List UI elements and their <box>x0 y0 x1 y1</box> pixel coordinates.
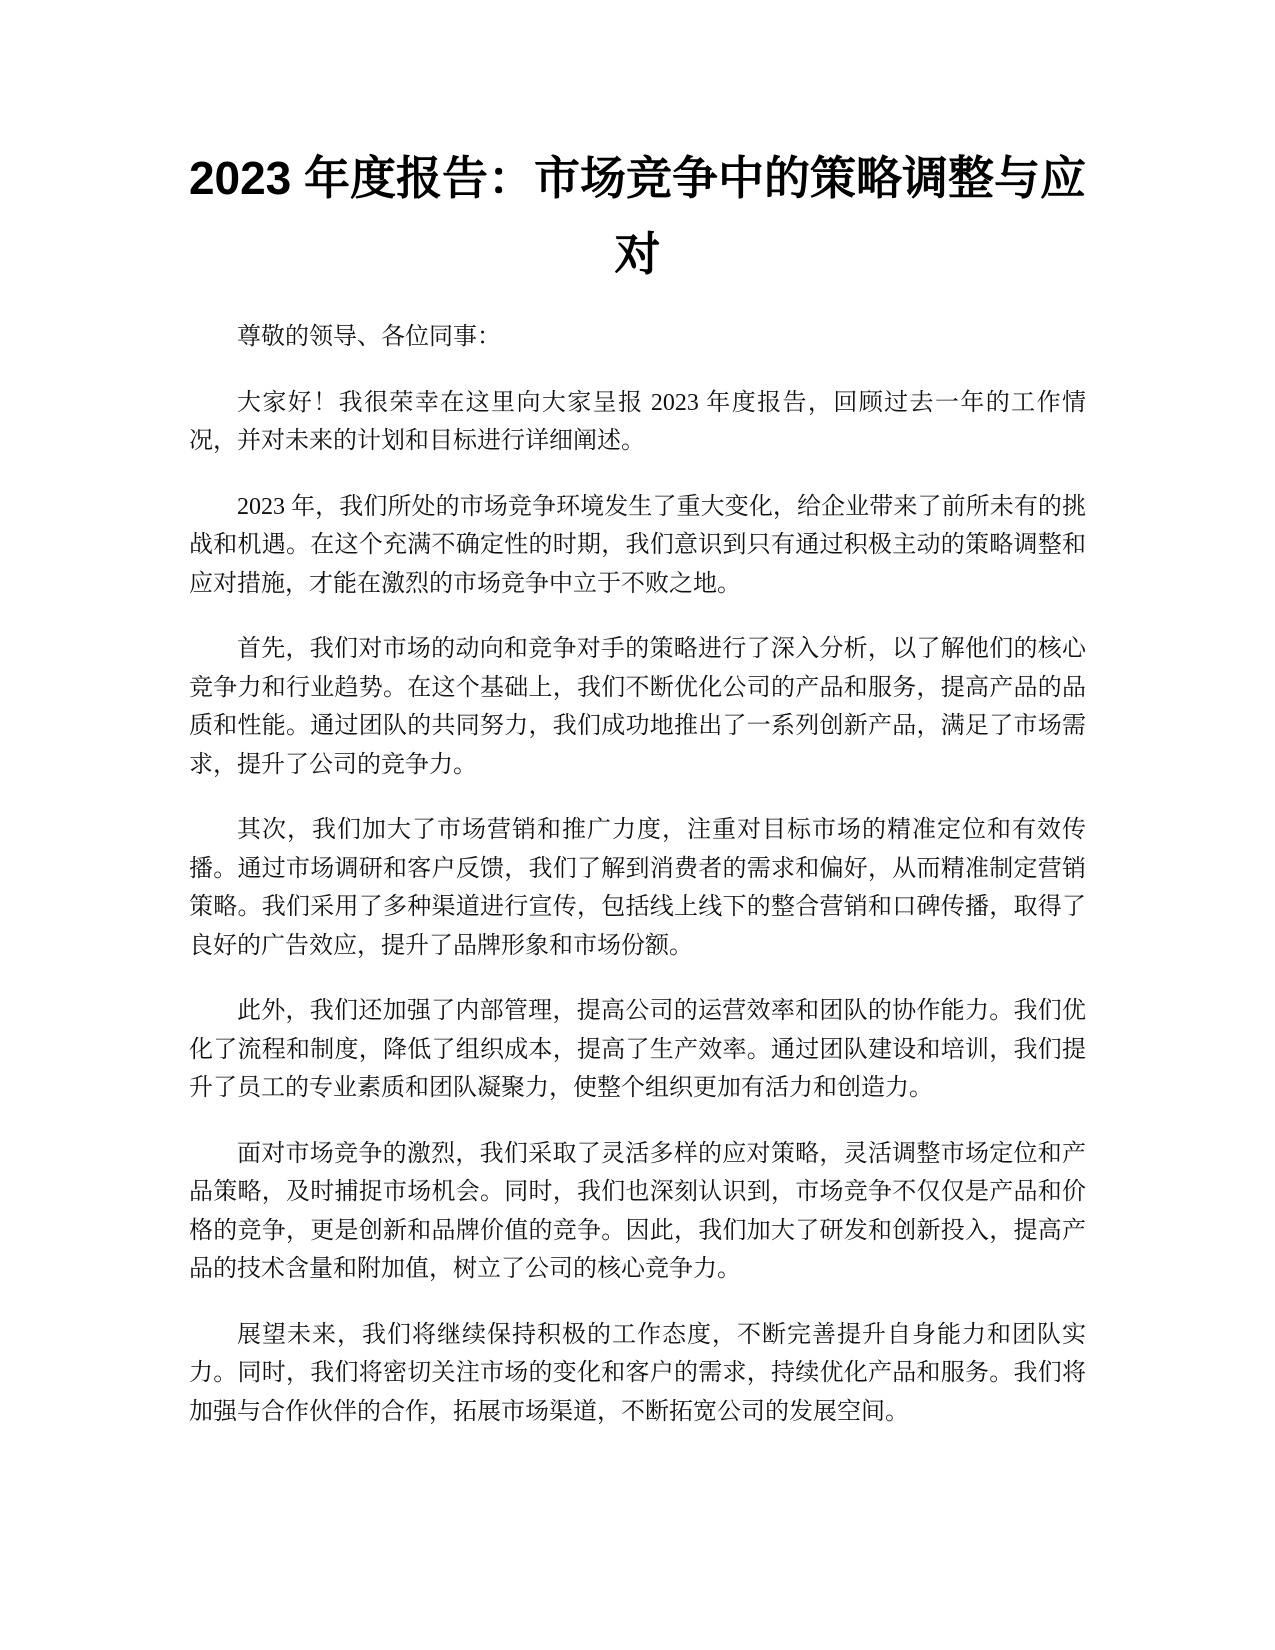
paragraph: 此外，我们还加强了内部管理，提高公司的运营效率和团队的协作能力。我们优化了流程和制度，降低了组织成本，提高了生产效率。通过团队建设和培训，我们提升了员工的专业素质和团队凝聚力，使整个组织更加有活力和创造力。 <box>189 998 1086 1101</box>
paragraph-salutation: 尊敬的领导、各位同事： <box>237 324 501 350</box>
paragraph: 展望未来，我们将继续保持积极的工作态度，不断完善提升自身能力和团队实力。同时，我们将密切关注市场的变化和客户的需求，持续优化产品和服务。我们将加强与合作伙伴的合作，拓展市场渠道，不断拓宽公司的发展空间。 <box>189 1321 1086 1425</box>
paragraph: 首先，我们对市场的动向和竞争对手的策略进行了深入分析，以了解他们的核心竞争力和行业趋势。在这个基础上，我们不断优化公司的产品和服务，提高产品的品质和性能。通过团队的共同努力，我们成功地推出了一系列创新产品，满足了市场需求，提升了公司的竞争力。 <box>189 636 1086 778</box>
paragraph: 大家好！我很荣幸在这里向大家呈报 2023 年度报告，回顾过去一年的工作情况，并对未来的计划和目标进行详细阐述。 <box>189 389 1086 454</box>
paragraph: 2023 年，我们所处的市场竞争环境发生了重大变化，给企业带来了前所未有的挑战和机遇。在这个充满不确定性的时期，我们意识到只有通过积极主动的策略调整和应对措施，才能在激烈的市场竞争中立于不败之地。 <box>189 493 1086 597</box>
paragraph: 面对市场竞争的激烈，我们采取了灵活多样的应对策略，灵活调整市场定位和产品策略，及时捕捉市场机会。同时，我们也深刻认识到，市场竞争不仅仅是产品和价格的竞争，更是创新和品牌价值的竞争。因此，我们加大了研发和创新投入，提高产品的技术含量和附加值，树立了公司的核心竞争力。 <box>189 1140 1086 1282</box>
document-body <box>189 318 1086 1458</box>
document-title: 2023 年度报告：市场竞争中的策略调整与应对 <box>188 152 1087 280</box>
paragraph: 其次，我们加大了市场营销和推广力度，注重对目标市场的精准定位和有效传播。通过市场调研和客户反馈，我们了解到消费者的需求和偏好，从而精准制定营销策略。我们采用了多种渠道进行宣传，包括线上线下的整合营销和口碑传播，取得了良好的广告效应，提升了品牌形象和市场份额。 <box>189 817 1086 959</box>
